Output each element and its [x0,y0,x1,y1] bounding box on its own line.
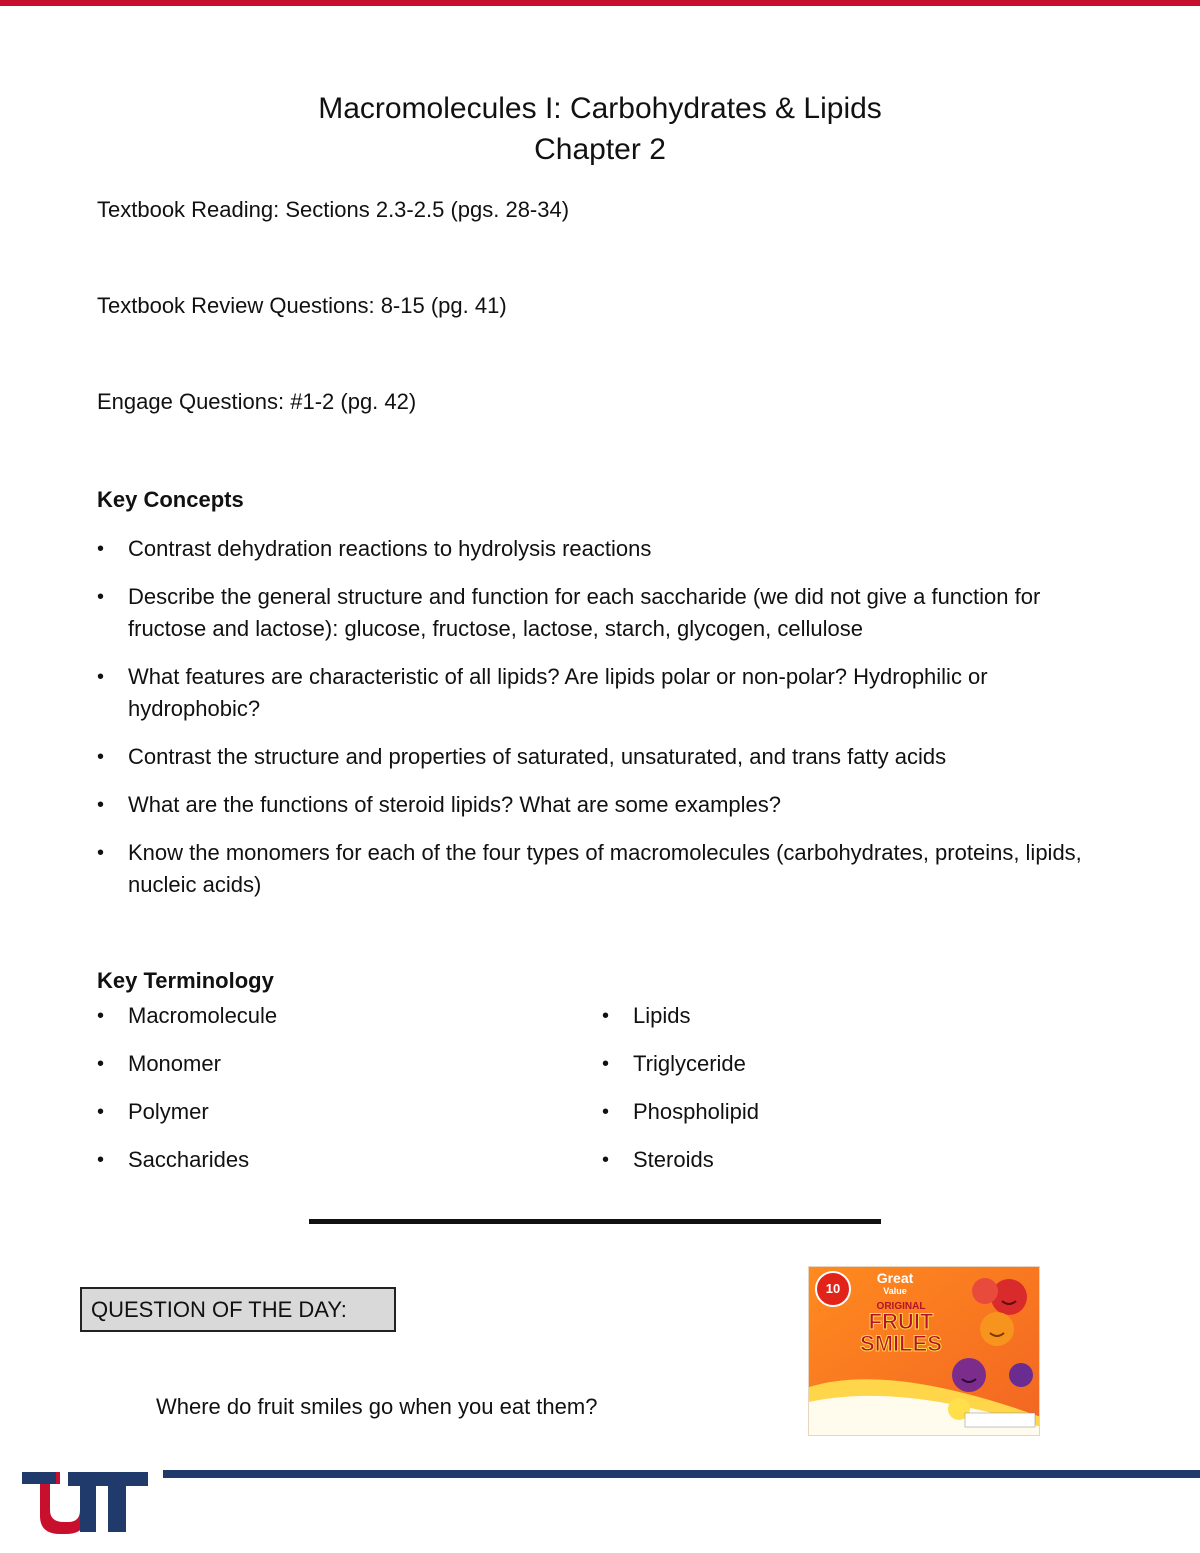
key-concepts-heading: Key Concepts [97,487,244,512]
list-item: • Saccharides [97,1144,277,1176]
section-divider [309,1219,881,1224]
brand-line-1: Great [876,1270,914,1286]
list-item: • Lipids [602,1000,759,1032]
product-line-3: SMILES [860,1331,942,1356]
brand-line-2: Value [883,1286,907,1296]
list-item: • Macromolecule [97,1000,277,1032]
list-item: • Steroids [602,1144,759,1176]
question-of-the-day-text: Where do fruit smiles go when you eat them? [156,1394,598,1419]
list-item: • Polymer [97,1096,277,1128]
list-item: • Phospholipid [602,1096,759,1128]
reading-assignment: Textbook Reading: Sections 2.3-2.5 (pgs. 28-34) [97,197,570,222]
key-concepts-list [97,533,1107,917]
list-item: • Triglyceride [602,1048,759,1080]
bottom-accent-bar [163,1470,1200,1478]
engage-questions: Engage Questions: #1-2 (pg. 42) [97,389,417,414]
review-questions: Textbook Review Questions: 8-15 (pg. 41) [97,293,507,318]
list-item: • Contrast the structure and properties of saturated, unsaturated, and trans fatty acids [97,741,1107,773]
list-item: • What are the functions of steroid lipids? What are some examples? [97,789,1107,821]
chapter-label: Chapter 2 [534,133,666,166]
product-line-1: ORIGINAL [876,1301,926,1312]
terminology-list-right [602,1000,759,1192]
list-item: • Monomer [97,1048,277,1080]
page-title [0,88,1200,170]
top-accent-bar [0,0,1200,6]
fruit-smiles-product-image [808,1266,1040,1436]
list-item: • Contrast dehydration reactions to hydrolysis reactions [97,533,1107,565]
terminology-list-left [97,1000,277,1192]
count-badge: 10 [825,1281,841,1296]
product-line-2: FRUIT [868,1309,934,1334]
list-item: • What features are characteristic of all lipids? Are lipids polar or non-polar? Hydrophilic or hydrophobic? [97,661,1107,725]
key-terminology-heading: Key Terminology [97,968,274,993]
list-item: • Know the monomers for each of the four types of macromolecules (carbohydrates, proteins, lipids, nucleic acids) [97,837,1107,901]
question-of-the-day-label: QUESTION OF THE DAY: [80,1287,396,1332]
list-item: • Describe the general structure and function for each saccharide (we did not give a function for fructose and lactose): glucose, fructose, lactose, starch, glycogen, cellulose [97,581,1107,645]
document-title: Macromolecules I: Carbohydrates & Lipids [318,92,882,125]
ut-logo [20,1466,150,1536]
